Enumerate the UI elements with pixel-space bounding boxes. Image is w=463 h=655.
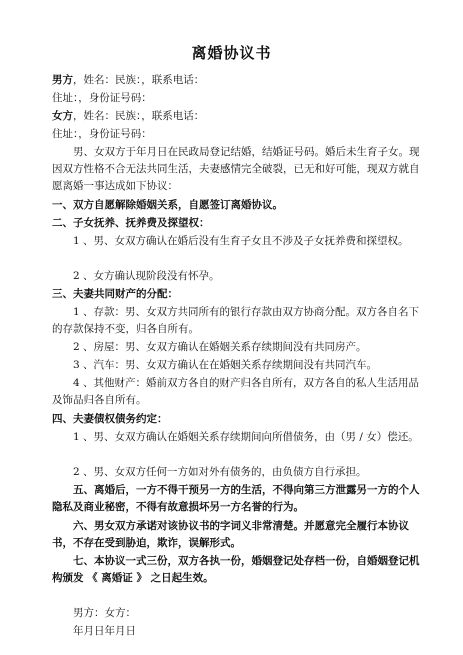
section-5-paragraph: 五、离婚后，一方不得干预另一方的生活，不得向第三方泄露另一方的个人隐私及商业秘密，不得有故意损坏另一方名誉的行为。 [52, 484, 420, 513]
party-female-info [52, 108, 424, 125]
party-female-label: 女方 [52, 110, 73, 122]
party-male-label: 男方 [52, 74, 73, 86]
section-2-item-1: 1 、男、女双方确认在婚后没有生育子女且不涉及子女抚养费和探望权。 [73, 235, 409, 247]
section-2-heading: 二、子女抚养、抚养费及探望权： [52, 217, 210, 229]
section-7-paragraph: 七、本协议一式三份，双方各执一份，婚姻登记处存档一份，自婚姻登记机构颁发 《 离婚证 》 之日起生效。 [52, 555, 420, 584]
party-male-address: 住址：，身份证号码： [52, 92, 152, 104]
party-female-details: ，姓名：民族：，联系电话： [73, 110, 205, 122]
section-2-item-2: 2 、女方确认现阶段没有怀孕。 [73, 270, 220, 282]
section-4-item-2: 2 、男、女双方任何一方如对外有债务的，由负债方自行承担。 [73, 466, 367, 478]
section-3-item-1: 1 、存款：男、女双方共同所有的银行存款由双方协商分配。双方各自名下的存款保持不变，归各自所有。 [52, 306, 420, 335]
document-title: 离婚协议书 [191, 44, 272, 62]
section-3-item-2: 2 、房屋：男、女双方确认在婚姻关系存续期间没有共同房产。 [73, 341, 367, 353]
section-3-item-4: 4 、其他财产：婚前双方各自的财产归各自所有，双方各自的私人生活用品及饰品归各自所有。 [52, 377, 420, 406]
section-3-heading: 三、夫妻共同财产的分配： [52, 288, 178, 300]
date-line: 年月日年月日 [73, 625, 136, 637]
party-male-details: ，姓名：民族：，联系电话： [73, 74, 205, 86]
party-male-info [52, 72, 424, 89]
section-3-item-3: 3 、汽车：男、女双方确认在在婚姻关系存续期间没有共同汽车。 [73, 359, 378, 371]
signature-line: 男方：女方： [73, 607, 136, 619]
intro-paragraph: 男、女双方于年月日在民政局登记结婚，结婚证号码。婚后未生育子女。现因双方性格不合无法共同生活，夫妻感情完全破裂，已无和好可能，现双方就自愿离婚一事达成如下协议： [52, 146, 420, 192]
party-female-address: 住址：，身份证号码： [52, 128, 152, 140]
section-4-heading: 四、夫妻债权债务约定： [52, 413, 168, 425]
section-1-heading: 一、双方自愿解除婚姻关系，自愿签订离婚协议。 [52, 199, 283, 211]
section-6-paragraph: 六、男女双方承诺对该协议书的字词义非常清楚。并愿意完全履行本协议书，不存在受到胁迫，欺诈，误解形式。 [52, 520, 409, 549]
section-4-item-1: 1 、男、女双方确认在婚姻关系存续期间向所借债务，由（男 / 女）偿还。 [73, 431, 419, 443]
